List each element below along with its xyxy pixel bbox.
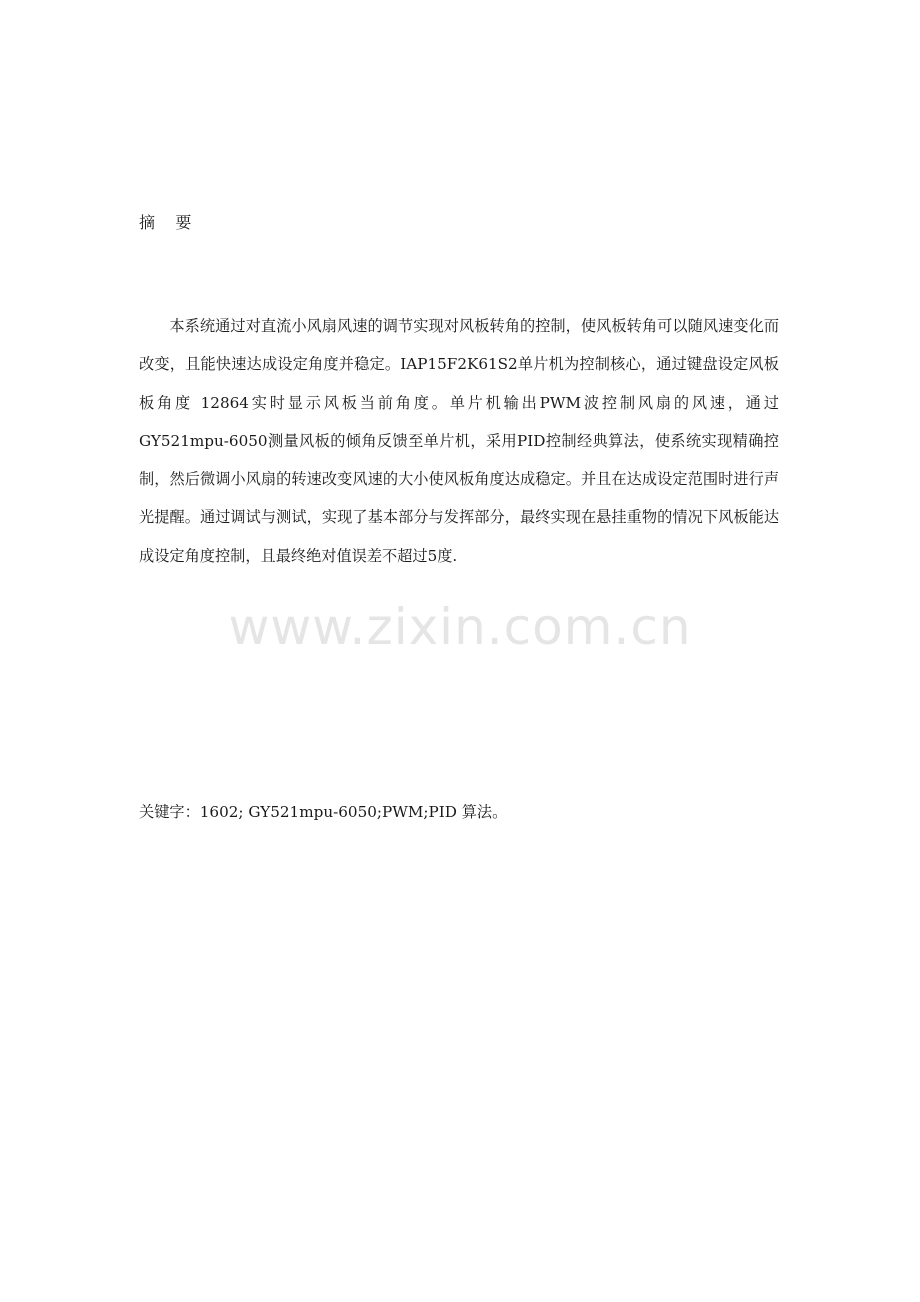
keywords-line: 关键字：1602; GY521mpu-6050;PWM;PID 算法。 [139, 803, 508, 821]
abstract-heading: 摘 要 [139, 213, 192, 232]
abstract-paragraph: 本系统通过对直流小风扇风速的调节实现对风板转角的控制，使风板转角可以随风速变化而改变，且能快速达成设定角度并稳定。IAP15F2K61S2单片机为控制核心，通过键盘设定风板板角度 12864实时显示风板当前角度。单片机输出PWM波控制风扇的风速，通过GY521mpu-6050测量风板的倾角反馈至单片机，采用PID控制经典算法，使系统实现精确控制，然后微调小风扇的转速改变风速的大小使风板角度达成稳定。并且在达成设定范围时进行声光提醒。通过调试与测试，实现了基本部分与发挥部分，最终实现在悬挂重物的情况下风板能达成设定角度控制，且最终绝对值误差不超过5度. [139, 317, 779, 565]
watermark: www.zixin.com.cn [228, 598, 692, 656]
